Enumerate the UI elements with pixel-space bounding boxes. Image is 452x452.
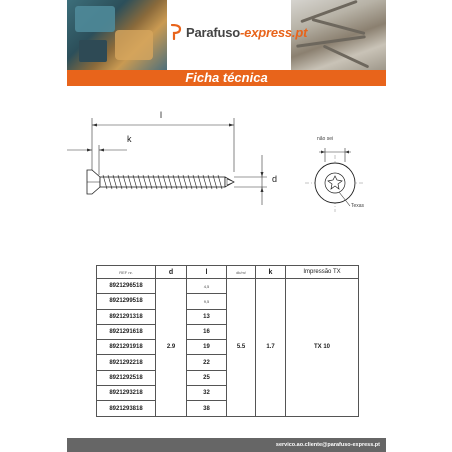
header-photo-tools xyxy=(67,0,167,70)
header-l: l xyxy=(187,266,227,279)
header-k: k xyxy=(256,266,286,279)
ref-cell: 8921293818 xyxy=(97,401,156,416)
technical-drawing xyxy=(67,100,386,230)
header-ref: REF nr. xyxy=(97,266,156,279)
l-cell: 22 xyxy=(187,355,227,370)
l-cell: 19 xyxy=(187,340,227,355)
header-dk: dk/m/ xyxy=(227,266,256,279)
l-cell: 4,5 xyxy=(187,279,227,294)
header-banner xyxy=(67,0,386,70)
table-row xyxy=(97,279,359,294)
brand-logo[interactable] xyxy=(170,24,307,40)
brand-name: Parafuso-express.pt xyxy=(186,24,308,40)
screw-diagram xyxy=(67,100,386,230)
dimension-l-label: l xyxy=(160,110,162,120)
dk-cell: 5.5 xyxy=(227,279,256,417)
dimension-k-label: k xyxy=(127,134,132,144)
tx-cell: TX 10 xyxy=(286,279,359,417)
ref-cell: 8921292218 xyxy=(97,355,156,370)
ref-cell: 8921291918 xyxy=(97,340,156,355)
page-title: Ficha técnica xyxy=(185,70,268,85)
ref-cell: 8921291318 xyxy=(97,309,156,324)
ref-cell: 8921296518 xyxy=(97,279,156,294)
l-cell: 32 xyxy=(187,386,227,401)
footer-bar xyxy=(67,438,386,452)
ref-cell: 8921291618 xyxy=(97,324,156,339)
ref-cell: 8921292518 xyxy=(97,370,156,385)
dimension-d-label: d xyxy=(272,174,278,184)
header-tx: Impressão TX xyxy=(286,266,359,279)
ref-cell: 8921293218 xyxy=(97,386,156,401)
contact-email-link[interactable]: servico.ao.cliente@parafuso-express.pt xyxy=(275,442,380,448)
ref-cell: 8921299518 xyxy=(97,294,156,309)
l-cell: 38 xyxy=(187,401,227,416)
title-band xyxy=(67,70,386,86)
header-d: d xyxy=(156,266,187,279)
top-view-label: não sei xyxy=(317,136,334,142)
l-cell: 25 xyxy=(187,370,227,385)
k-cell: 1.7 xyxy=(256,279,286,417)
l-cell: 13 xyxy=(187,309,227,324)
l-cell: 9,5 xyxy=(187,294,227,309)
table-header-row xyxy=(97,266,359,279)
l-cell: 16 xyxy=(187,324,227,339)
d-cell: 2.9 xyxy=(156,279,187,417)
drive-type-label: Texas xyxy=(351,203,365,209)
spec-table xyxy=(96,265,359,417)
logo-mark-icon xyxy=(170,24,182,40)
